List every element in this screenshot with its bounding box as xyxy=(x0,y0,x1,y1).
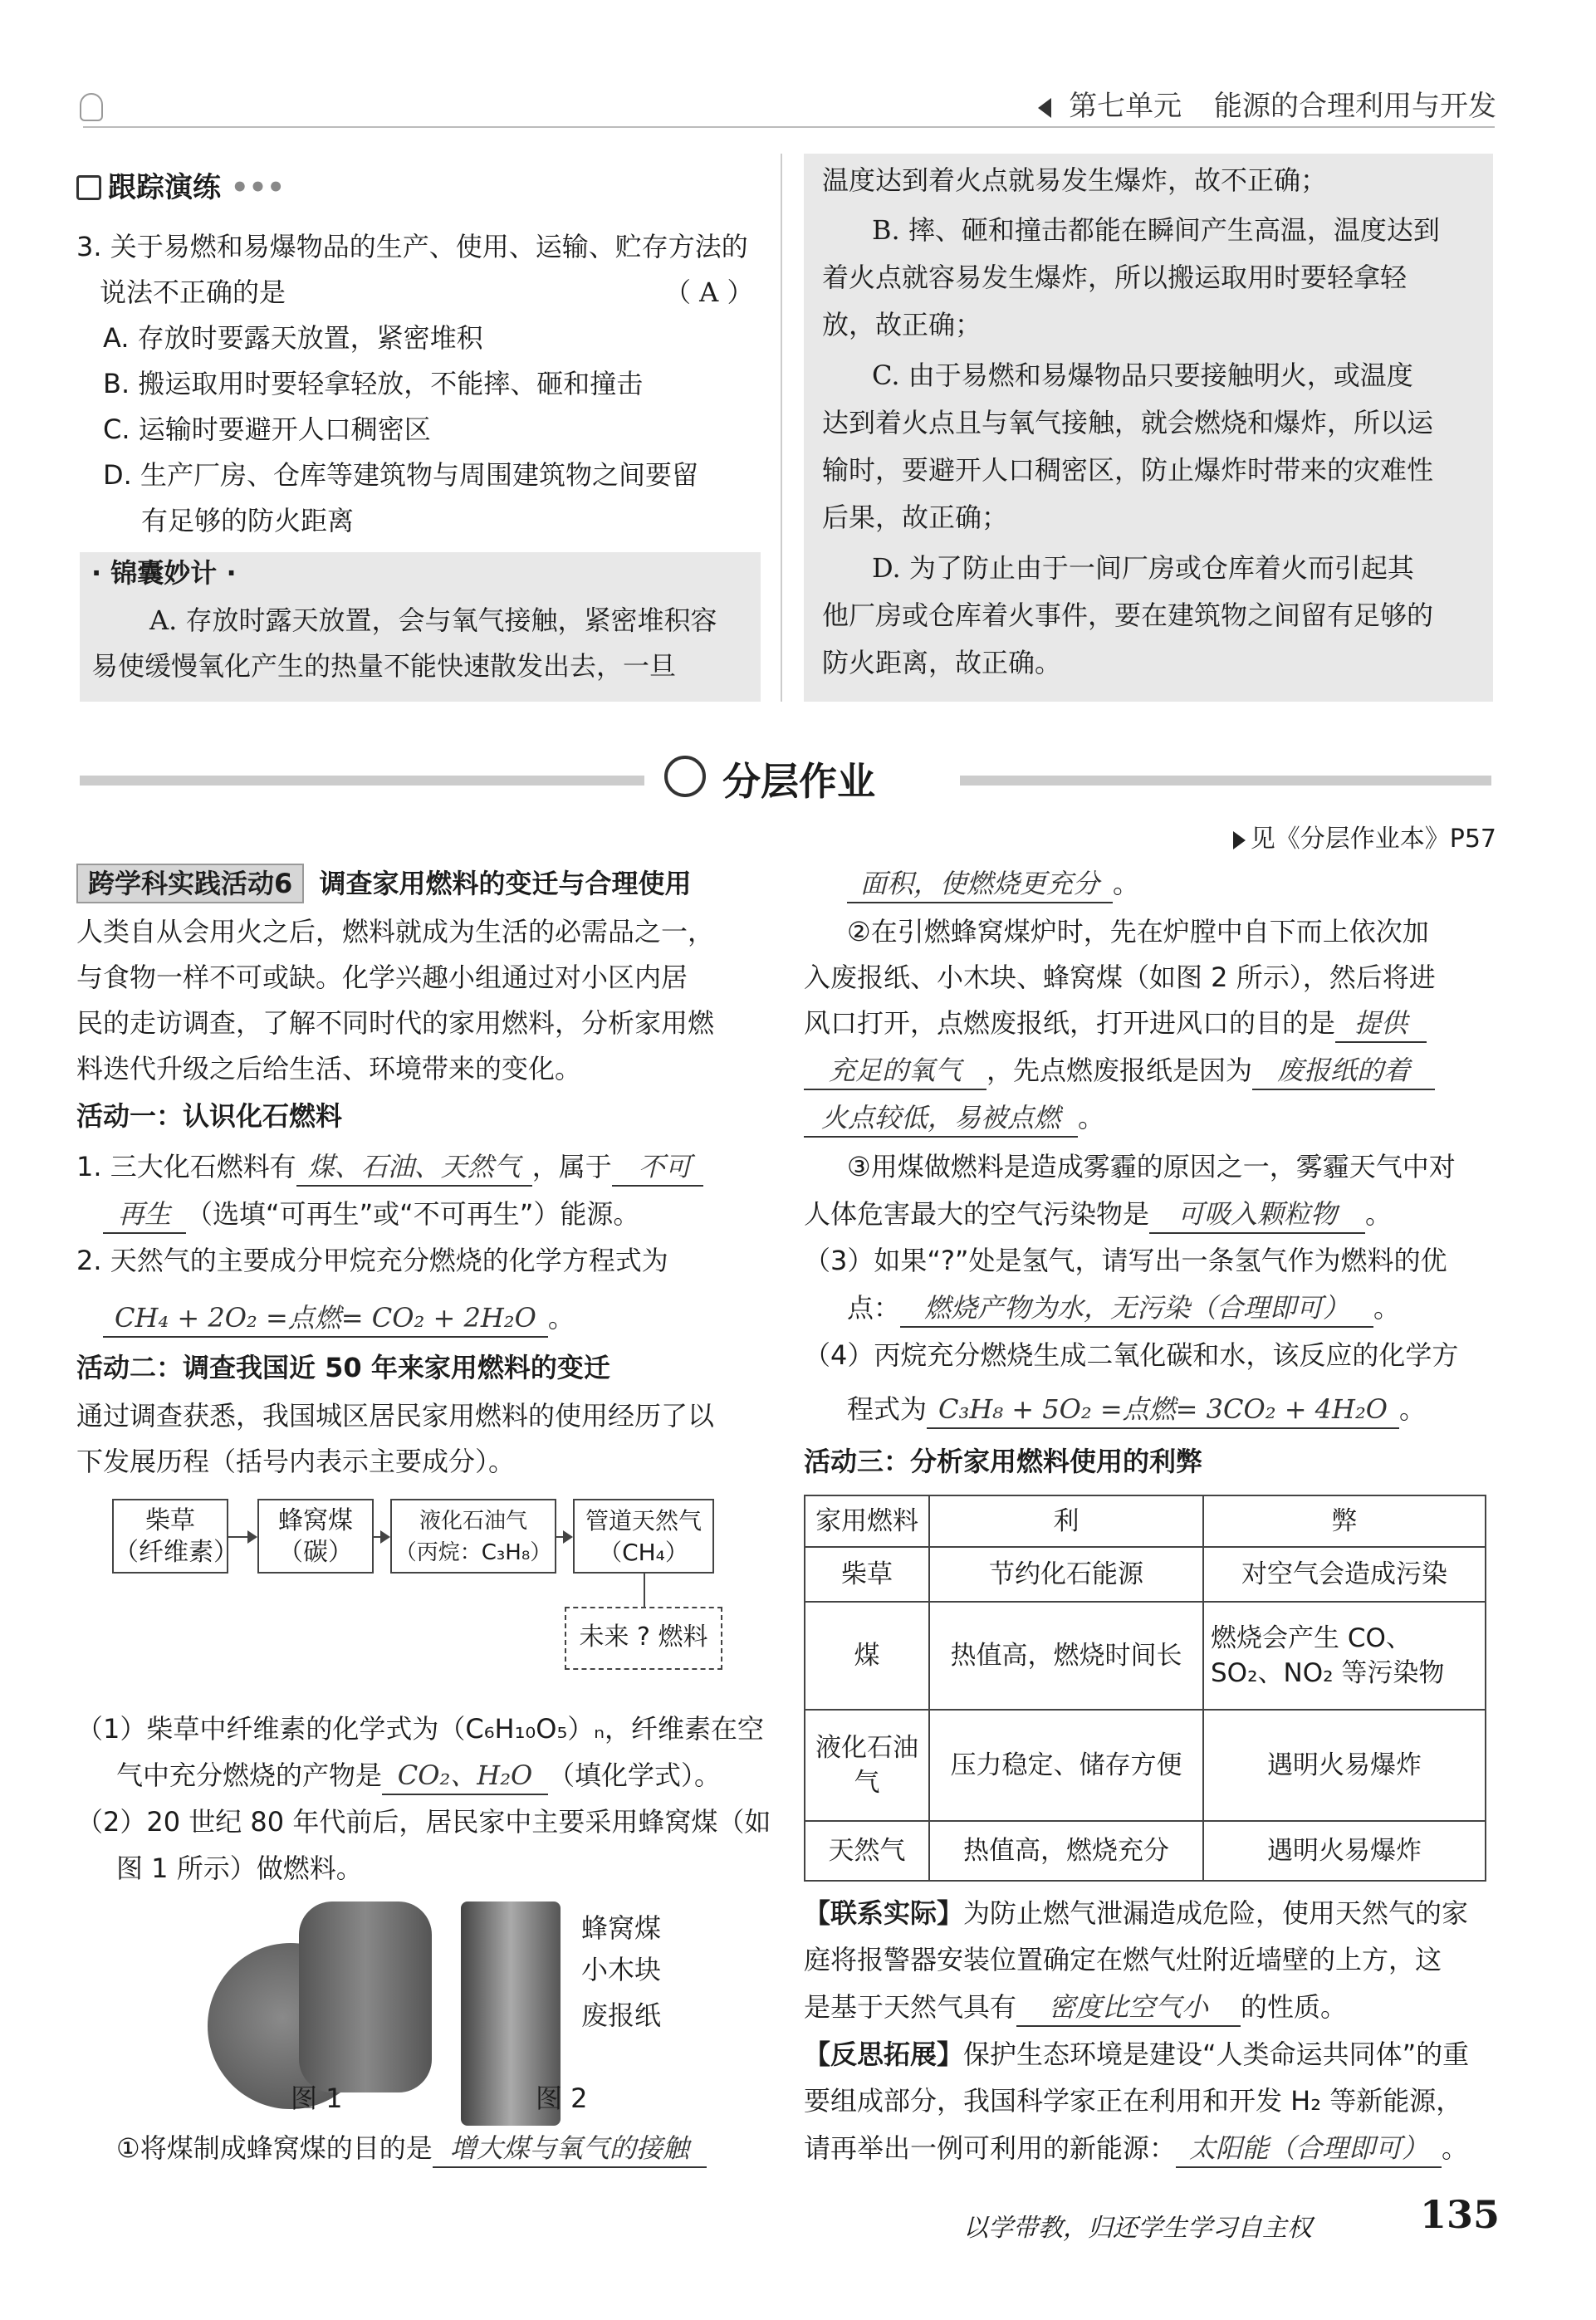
fig-label-paper: 废报纸 xyxy=(581,1999,662,2031)
section-title: 分层作业 xyxy=(722,759,875,804)
ext-line3: 请再举出一例可利用的新能源： 太阳能（合理即可） 。 xyxy=(804,2130,1468,2168)
p1-line1: （1）柴草中纤维素的化学式为（C₆H₁₀O₅）ₙ，纤维素在空 xyxy=(76,1713,765,1745)
ext-line2: 要组成部分，我国科学家正在利用和开发 H₂ 等新能源， xyxy=(804,2085,1463,2117)
p4-line2: 程式为 C₃H₈ + 5O₂ =点燃= 3CO₂ + 4H₂O 。 xyxy=(847,1391,1426,1429)
table-cell: 遇明火易爆炸 xyxy=(1203,1710,1486,1821)
activity-title: 调查家用燃料的变迁与合理使用 xyxy=(319,868,692,899)
table-header-cell: 利 xyxy=(929,1495,1203,1547)
table-cell: 热值高，燃烧时间长 xyxy=(929,1602,1203,1710)
p4-line1: （4）丙烷充分燃烧生成二氧化碳和水，该反应的化学方 xyxy=(804,1339,1459,1371)
page-header xyxy=(1038,83,1496,124)
flow-arrow-3 xyxy=(556,1536,571,1538)
c1-line1: ①将煤制成蜂窝煤的目的是 增大煤与氧气的接触 xyxy=(116,2130,707,2168)
c2-line1: ②在引燃蜂窝煤炉时，先在炉膛中自下而上依次加 xyxy=(847,916,1429,947)
q3-line1: 3. 关于易燃和易爆物品的生产、使用、运输、贮存方法的 xyxy=(76,231,748,262)
right-line4: 放，故正确； xyxy=(822,309,982,340)
p1-answer: CO₂、H₂O xyxy=(382,1757,548,1795)
figure1-caption: 图 1 xyxy=(291,2083,343,2114)
bulb-icon xyxy=(80,93,103,121)
act2-line1: 通过调查获悉，我国城区居民家用燃料的使用经历了以 xyxy=(76,1400,715,1432)
layers-icon xyxy=(664,756,706,797)
intro-line4: 料迭代升级之后给生活、环境带来的变化。 xyxy=(76,1053,582,1084)
c1-answer2: 面积，使燃烧更充分 xyxy=(847,865,1113,903)
table-cell: 燃烧会产生 CO、SO₂、NO₂ 等污染物 xyxy=(1203,1602,1486,1710)
fig-label-coal: 蜂窝煤 xyxy=(581,1912,662,1944)
activity-tag: 跨学科实践活动6 xyxy=(76,864,304,903)
q1-line1: 1. 三大化石燃料有 煤、石油、天然气 ，属于 不可 xyxy=(76,1148,703,1187)
fig-label-wood: 小木块 xyxy=(581,1954,662,1985)
c2-line5: 火点较低，易被点燃 。 xyxy=(804,1099,1104,1138)
activity1-heading: 活动一：认识化石燃料 xyxy=(76,1100,343,1132)
c2-answer1b: 充足的氧气 xyxy=(804,1052,986,1090)
option-d-line1: D. 生产厂房、仓库等建筑物与周围建筑物之间要留 xyxy=(103,459,698,491)
honeycomb-coal-cylinder xyxy=(299,1902,432,2092)
right-line7: 输时，要避开人口稠密区，防止爆炸时带来的灾难性 xyxy=(822,454,1434,486)
q2-answer: CH₄ + 2O₂ =点燃= CO₂ + 2H₂O xyxy=(103,1299,548,1338)
p2-line2: 图 1 所示）做燃料。 xyxy=(116,1853,363,1884)
c1-line2: 面积，使燃烧更充分 。 xyxy=(847,865,1139,903)
q2-line2: CH₄ + 2O₂ =点燃= CO₂ + 2H₂O 。 xyxy=(103,1299,575,1338)
triangle-right-icon xyxy=(1233,831,1246,849)
c2-line3: 风口打开，点燃废报纸，打开进风口的目的是 提供 xyxy=(804,1005,1427,1043)
footer-slogan: 以学带教，归还学生学习自主权 xyxy=(963,2214,1312,2243)
unit-label: 第七单元 xyxy=(1069,90,1182,123)
table-cell: 煤 xyxy=(805,1602,929,1710)
p4-answer: C₃H₈ + 5O₂ =点燃= 3CO₂ + 4H₂O xyxy=(927,1391,1399,1429)
q1-line2: 再生 （选填“可再生”或“不可再生”）能源。 xyxy=(103,1196,639,1234)
activity3-heading: 活动三：分析家用燃料使用的利弊 xyxy=(804,1446,1203,1477)
right-line1: 温度达到着火点就易发生爆炸，故不正确； xyxy=(822,164,1328,196)
page-number: 135 xyxy=(1420,2192,1501,2237)
table-cell: 对空气会造成污染 xyxy=(1203,1547,1486,1602)
ext-answer: 太阳能（合理即可） xyxy=(1176,2130,1442,2168)
c2-line4: 充足的氧气 ，先点燃废报纸是因为 废报纸的着 xyxy=(804,1052,1435,1090)
p3-line1: （3）如果“?”处是氢气，请写出一条氢气作为燃料的优 xyxy=(804,1245,1447,1276)
intro-line1: 人类自从会用火之后，燃料就成为生活的必需品之一， xyxy=(76,916,715,947)
table-cell: 液化石油气 xyxy=(805,1710,929,1821)
q3-line2: 说法不正确的是 xyxy=(100,277,286,308)
triangle-left-icon xyxy=(1038,98,1051,118)
table-header-row xyxy=(805,1495,1486,1547)
table-cell: 压力稳定、储存方便 xyxy=(929,1710,1203,1821)
link-answer: 密度比空气小 xyxy=(1016,1989,1241,2027)
activity-heading xyxy=(76,864,691,903)
link-line2: 庭将报警器安装位置确定在燃气灶附近墙壁的上方，这 xyxy=(804,1944,1442,1975)
p1-line2: 气中充分燃烧的产物是 CO₂、H₂O （填化学式）。 xyxy=(116,1757,721,1795)
flow-box-future: 未来 ? 燃料 xyxy=(565,1607,722,1670)
right-line8: 后果，故正确； xyxy=(822,502,1009,533)
practice-heading: 跟踪演练 ••• xyxy=(76,164,285,205)
table-header-cell: 家用燃料 xyxy=(805,1495,929,1547)
flow-arrow-down xyxy=(644,1574,645,1607)
table-cell: 遇明火易爆炸 xyxy=(1203,1821,1486,1881)
q3-answer: （ A ） xyxy=(664,277,754,308)
q1-answer2a: 不可 xyxy=(612,1148,703,1187)
option-d-line2: 有足够的防火距离 xyxy=(141,505,355,536)
fuel-pros-cons-table xyxy=(804,1495,1486,1882)
tips-title: · 锦囊妙计 · xyxy=(91,557,237,589)
link-line1: 【联系实际】为防止燃气泄漏造成危险，使用天然气的家 xyxy=(804,1897,1469,1929)
right-line2: B. 摔、砸和撞击都能在瞬间产生高温，温度达到 xyxy=(872,214,1440,246)
table-cell: 节约化石能源 xyxy=(929,1547,1203,1602)
tips-line2: 易使缓慢氧化产生的热量不能快速散发出去，一旦 xyxy=(91,650,677,682)
right-line5: C. 由于易燃和易爆物品只要接触明火，或温度 xyxy=(872,360,1413,391)
c2-line2: 入废报纸、小木块、蜂窝煤（如图 2 所示），然后将进 xyxy=(804,962,1436,993)
flow-arrow-2 xyxy=(374,1536,389,1538)
intro-line3: 民的走访调查，了解不同时代的家用燃料，分析家用燃 xyxy=(76,1007,715,1039)
tips-line1: A. 存放时露天放置，会与氧气接触，紧密堆积容 xyxy=(149,604,717,636)
flow-arrow-1 xyxy=(228,1536,256,1538)
q1-answer2b: 再生 xyxy=(103,1196,186,1234)
ext-line1: 【反思拓展】保护生态环境是建设“人类命运共同体”的重 xyxy=(804,2039,1470,2070)
table-cell: 柴草 xyxy=(805,1547,929,1602)
c3-line2: 人体危害最大的空气污染物是 可吸入颗粒物 。 xyxy=(804,1196,1392,1234)
right-line11: 防火距离，故正确。 xyxy=(822,647,1062,678)
p2-line1: （2）20 世纪 80 年代前后，居民家中主要采用蜂窝煤（如 xyxy=(76,1806,771,1838)
flow-box-straw: 柴草 （纤维素） xyxy=(112,1499,228,1574)
column-divider xyxy=(781,154,782,702)
c1-answer: 增大煤与氧气的接触 xyxy=(433,2130,707,2168)
p3-answer: 燃烧产物为水，无污染（合理即可） xyxy=(900,1290,1373,1328)
table-row xyxy=(805,1821,1486,1881)
table-row xyxy=(805,1710,1486,1821)
table-row xyxy=(805,1602,1486,1710)
c3-answer: 可吸入颗粒物 xyxy=(1149,1196,1365,1234)
c2-answer2a: 废报纸的着 xyxy=(1252,1052,1435,1090)
act2-line2: 下发展历程（括号内表示主要成分）。 xyxy=(76,1446,516,1477)
header-divider xyxy=(83,126,1495,128)
figure2-caption: 图 2 xyxy=(536,2083,588,2114)
option-a: A. 存放时要露天放置，紧密堆积 xyxy=(103,322,483,354)
intro-line2: 与食物一样不可或缺。化学兴趣小组通过对小区内居 xyxy=(76,962,688,993)
table-cell: 热值高，燃烧充分 xyxy=(929,1821,1203,1881)
p3-line2: 点： 燃烧产物为水，无污染（合理即可） 。 xyxy=(847,1290,1400,1328)
table-header-cell: 弊 xyxy=(1203,1495,1486,1547)
c2-answer1a: 提供 xyxy=(1335,1005,1427,1043)
q2-line1: 2. 天然气的主要成分甲烷充分燃烧的化学方程式为 xyxy=(76,1245,668,1276)
option-b: B. 搬运取用时要轻拿轻放，不能摔、砸和撞击 xyxy=(103,368,644,399)
pencil-icon xyxy=(76,175,101,200)
link-line3: 是基于天然气具有 密度比空气小 的性质。 xyxy=(804,1989,1347,2027)
q1-answer1: 煤、石油、天然气 xyxy=(296,1148,532,1187)
table-cell: 天然气 xyxy=(805,1821,929,1881)
right-line9: D. 为了防止由于一间厂房或仓库着火而引起其 xyxy=(872,552,1414,584)
option-c: C. 运输时要避开人口稠密区 xyxy=(103,414,431,445)
c3-line1: ③用煤做燃料是造成雾霾的原因之一，雾霾天气中对 xyxy=(847,1151,1456,1182)
activity2-heading: 活动二：调查我国近 50 年来家用燃料的变迁 xyxy=(76,1352,610,1383)
table-row xyxy=(805,1547,1486,1602)
c2-answer2b: 火点较低，易被点燃 xyxy=(804,1099,1078,1138)
flow-box-gas: 管道天然气 （CH₄） xyxy=(573,1499,714,1574)
section-ref: 见《分层作业本》P57 xyxy=(1233,818,1496,854)
right-line10: 他厂房或仓库着火事件，要在建筑物之间留有足够的 xyxy=(822,600,1434,631)
flow-box-lpg: 液化石油气 （丙烷：C₃H₈） xyxy=(390,1499,556,1574)
right-line3: 着火点就容易发生爆炸，所以搬运取用时要轻拿轻 xyxy=(822,262,1408,293)
flow-box-coal: 蜂窝煤 （碳） xyxy=(257,1499,374,1574)
right-line6: 达到着火点且与氧气接触，就会燃烧和爆炸，所以运 xyxy=(822,407,1434,438)
unit-title: 能源的合理利用与开发 xyxy=(1214,90,1496,123)
